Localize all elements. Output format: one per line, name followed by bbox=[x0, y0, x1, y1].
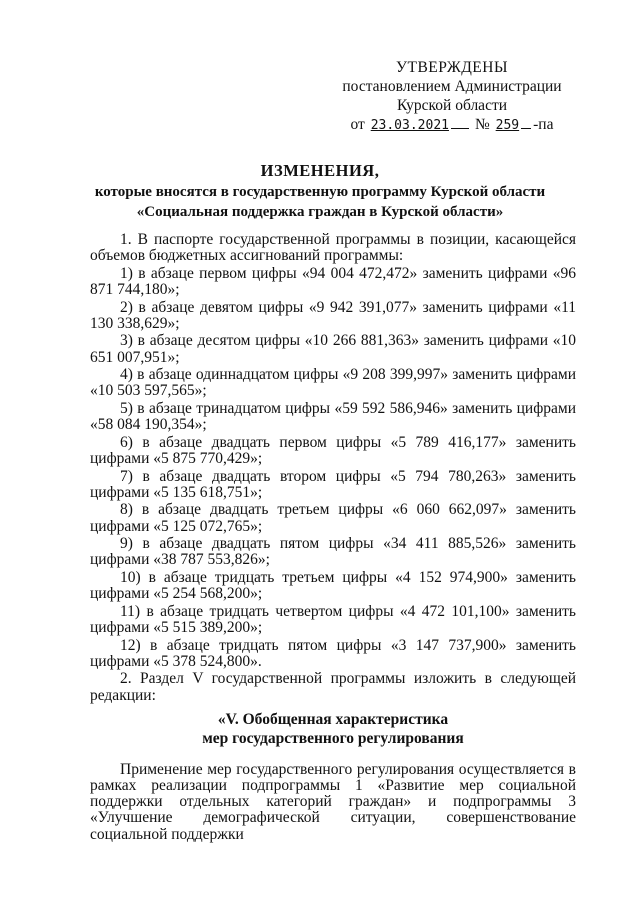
number-sign: № bbox=[474, 116, 490, 133]
approval-caps: УТВЕРЖДЕНЫ bbox=[396, 59, 508, 76]
section-heading bbox=[90, 710, 576, 748]
title-main: ИЗМЕНЕНИЯ, bbox=[260, 161, 380, 180]
point-2-paragraph: 2. Раздел V государственной программы изложить в следующей редакции: bbox=[90, 670, 576, 704]
list-item: 3) в абзаце десятом цифры «10 266 881,363» заменить цифрами «10 651 007,951»; bbox=[90, 332, 576, 366]
approval-number: 259 bbox=[495, 118, 520, 133]
date-prefix: от bbox=[350, 116, 365, 133]
title-sub2: «Социальная поддержка граждан в Курской области» bbox=[136, 204, 504, 220]
list-item: 2) в абзаце девятом цифры «9 942 391,077» заменить цифрами «11 130 338,629»; bbox=[90, 298, 576, 332]
approval-date-line bbox=[332, 115, 572, 135]
list-item: 11) в абзаце тридцать четвертом цифры «4 472 101,100» заменить цифрами «5 515 389,200»; bbox=[90, 602, 576, 636]
number-suffix: -па bbox=[533, 116, 554, 133]
section-heading-line2: мер государственного регулирования bbox=[202, 729, 464, 747]
list-item: 8) в абзаце двадцать третьем цифры «6 060 662,097» заменить цифрами «5 125 072,765»; bbox=[90, 501, 576, 535]
document-title bbox=[60, 160, 580, 222]
section-paragraph: Применение мер государственного регулирования осуществляется в рамках реализации подпрограммы 1 «Развитие мер социальной поддержки отдельных категорий граждан» и подпрограммы 3 «Улучшение демографической ситуации, совершенствование социальной поддержки bbox=[90, 760, 576, 843]
approval-block bbox=[332, 58, 572, 135]
section-heading-line1: «V. Обобщенная характеристика bbox=[217, 710, 449, 728]
date-underline bbox=[451, 127, 469, 129]
approval-line1: постановлением Администрации bbox=[342, 78, 562, 95]
list-item: 4) в абзаце одиннадцатом цифры «9 208 399,997» заменить цифрами «10 503 597,565»; bbox=[90, 366, 576, 400]
number-underline bbox=[521, 127, 531, 129]
list-item: 12) в абзаце тридцать пятом цифры «3 147 737,900» заменить цифрами «5 378 524,800». bbox=[90, 636, 576, 670]
approval-line2: Курской области bbox=[396, 97, 508, 114]
approval-date: 23.03.2021 bbox=[370, 118, 449, 133]
document-body bbox=[90, 232, 576, 844]
list-item: 10) в абзаце тридцать третьем цифры «4 152 974,900» заменить цифрами «5 254 568,200»; bbox=[90, 568, 576, 603]
intro-paragraph: 1. В паспорте государственной программы в позиции, касающейся объемов бюджетных ассигнований программы: bbox=[90, 231, 576, 265]
title-sub1: которые вносятся в государственную программу Курской области bbox=[94, 184, 546, 200]
list-item: 7) в абзаце двадцать втором цифры «5 794 780,263» заменить цифрами «5 135 618,751»; bbox=[90, 467, 576, 501]
list-item: 1) в абзаце первом цифры «94 004 472,472» заменить цифрами «96 871 744,180»; bbox=[90, 264, 576, 298]
list-item: 9) в абзаце двадцать пятом цифры «34 411 885,526» заменить цифрами «38 787 553,826»; bbox=[90, 535, 576, 569]
list-item: 5) в абзаце тринадцатом цифры «59 592 586,946» заменить цифрами «58 084 190,354»; bbox=[90, 399, 576, 434]
list-item: 6) в абзаце двадцать первом цифры «5 789 416,177» заменить цифрами «5 875 770,429»; bbox=[90, 433, 576, 467]
